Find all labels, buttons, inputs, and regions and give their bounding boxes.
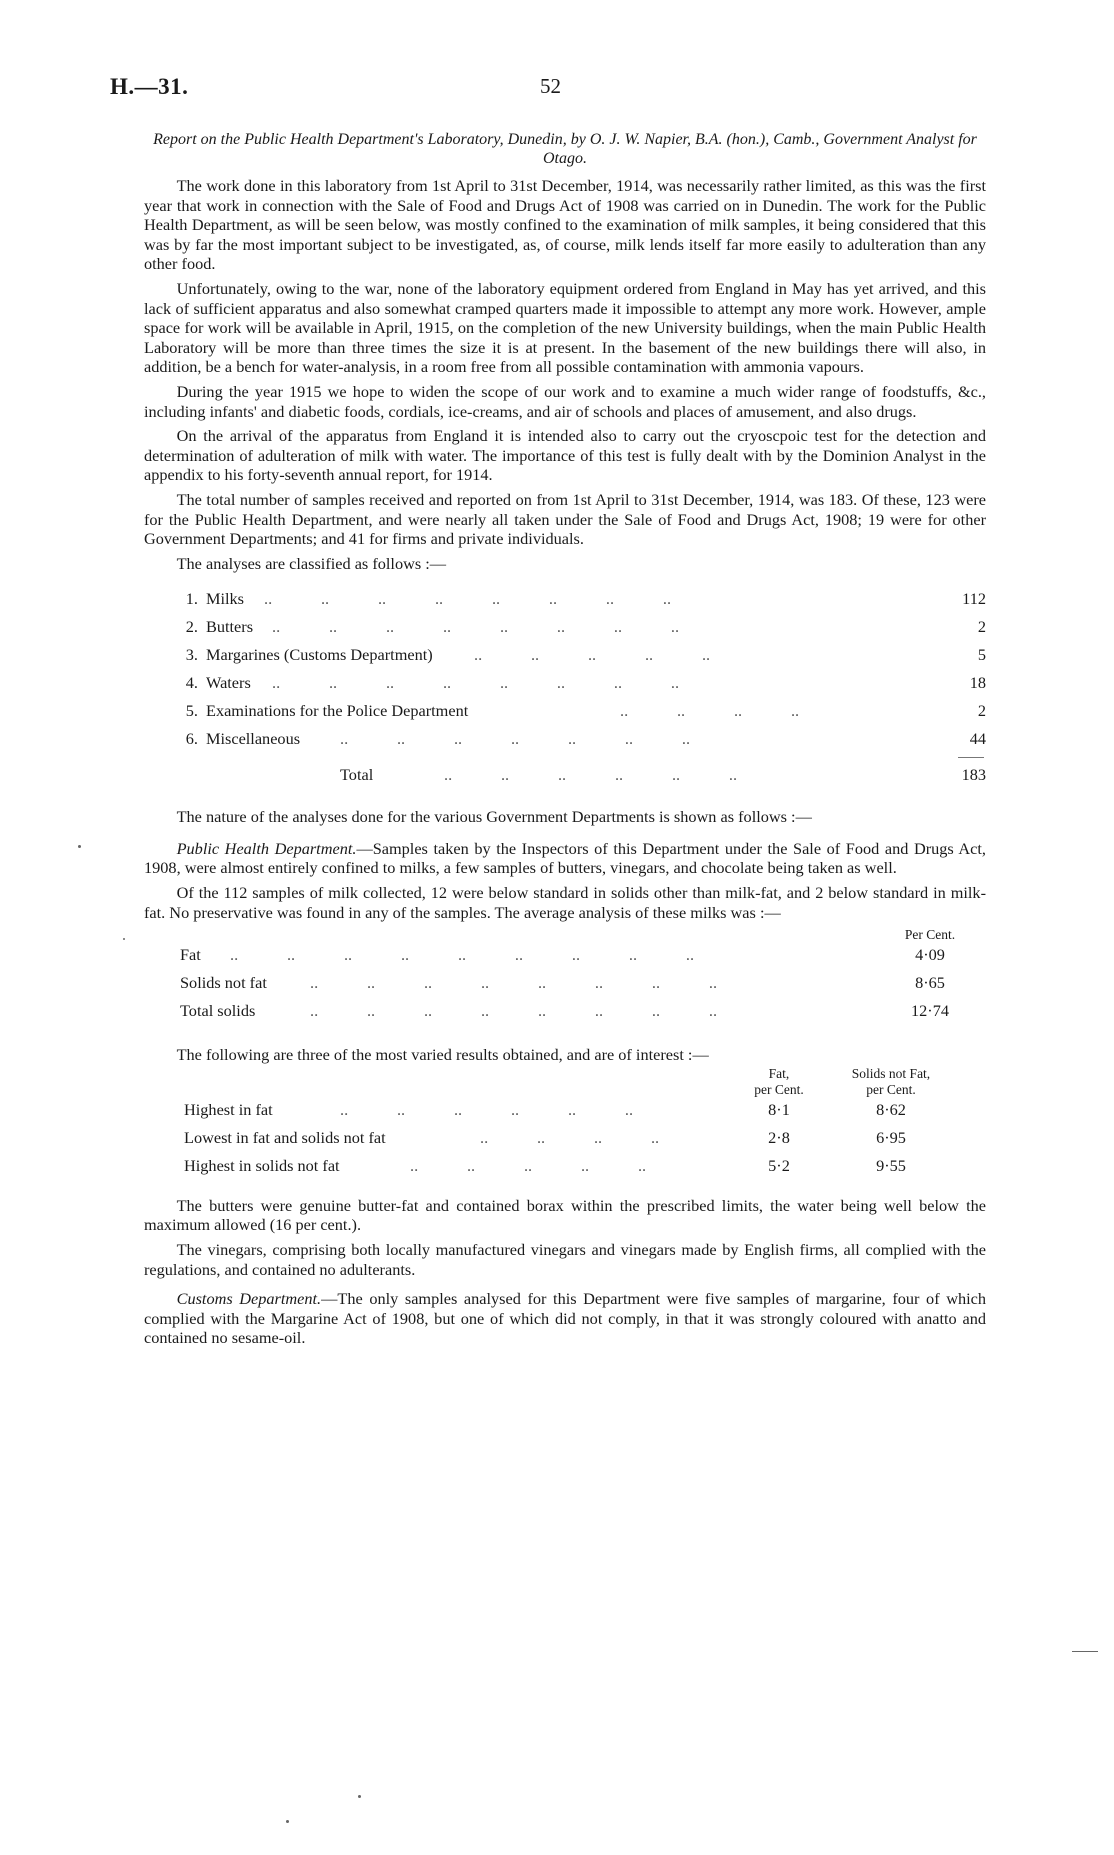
row-value: 12·74 — [911, 1001, 949, 1021]
paragraph-vinegars: The vinegars, comprising both locally manufactured vinegars and vinegars made by English firms, all complied with the regulations, and contained no adulterants. — [144, 1240, 986, 1279]
table-row: Highest in fat .. .. .. .. .. .. 8·1 8·62 — [144, 1100, 986, 1128]
paragraph-nature-intro: The nature of the analyses done for the various Government Departments is shown as follows :— — [176, 807, 812, 827]
page-number: 52 — [540, 74, 561, 98]
paragraph-sample-totals: The total number of samples received and reported on from 1st April to 31st December, 1914, was 183. Of these, 123 were for the Public Health Department, and were nearly all taken under the Sale of Food and Drugs Act, 1908; 19 were for other Government Departments; and 41 for firms and private individuals. — [144, 489, 986, 549]
scan-speck — [123, 938, 125, 940]
total-rule — [958, 757, 984, 758]
row-label: Examinations for the Police Department — [206, 701, 469, 721]
table-row: 6. Miscellaneous .. .. .. .. .. .. .. 44 — [144, 729, 986, 757]
row-value: 2 — [977, 617, 986, 637]
table-row: Highest in solids not fat .. .. .. .. .. 5·2 9·55 — [144, 1156, 986, 1184]
document-code: H.—31. — [110, 74, 189, 99]
row-value: 112 — [962, 589, 986, 609]
scan-speck — [358, 1795, 361, 1798]
paragraph-milk-samples: Of the 112 samples of milk collected, 12 were below standard in solids other than milk-fat, and 2 below standard in milk-fat. No preservative was found in any of the samples. The average analysis of these milks was :— — [144, 883, 986, 922]
table-row: Fat .. .. .. .. .. .. .. .. .. 4·09 — [144, 945, 986, 973]
row-value: 5 — [977, 645, 986, 665]
table-row: Lowest in fat and solids not fat .. .. .. .. 2·8 6·95 — [144, 1128, 986, 1156]
milk-average-table — [144, 927, 986, 1027]
fat-value: 2·8 — [768, 1127, 790, 1147]
row-label: Highest in fat — [184, 1099, 273, 1119]
column-header-solids-not-fat: Solids not Fat, per Cent. — [851, 1065, 931, 1097]
table-row: 1. Milks .. .. .. .. .. .. .. .. 112 — [144, 589, 986, 617]
total-value: 183 — [961, 765, 986, 785]
row-number: 3. — [185, 645, 198, 665]
row-label: Solids not fat — [180, 973, 267, 993]
row-number: 5. — [185, 701, 198, 721]
table-row: 4. Waters .. .. .. .. .. .. .. .. 18 — [144, 673, 986, 701]
paragraph-equipment: Unfortunately, owing to the war, none of the laboratory equipment ordered from England in May has yet arrived, and this lack of sufficient apparatus and also somewhat cramped quarters made it impossible to attempt any more work. However, ample space for work will be available in April, 1915, on the completion of the new University buildings, when the main Public Health Laboratory will be more than three times the size it is at present. In the basement of the new buildings there will also, in addition, be a bench for water-analysis, in a room free from all possible contamination with ammonia vapours. — [144, 278, 986, 377]
paragraph-cryoscopic-test: On the arrival of the apparatus from England it is intended also to carry out the cryoscpoic test for the detection and determination of adulteration of milk with water. The importance of this test is fully dealt with by the Dominion Analyst in the appendix to his forty-seventh annual report, for 1914. — [144, 426, 986, 485]
paragraph-varied-intro: The following are three of the most varied results obtained, and are of interest :— — [176, 1045, 709, 1065]
table-row: Solids not fat .. .. .. .. .. .. .. .. 8·65 — [144, 973, 986, 1001]
paragraph-butters: The butters were genuine butter-fat and contained borax within the prescribed limits, the water being well below the maximum allowed (16 per cent.). — [144, 1195, 986, 1235]
solids-not-fat-value: 8·62 — [876, 1099, 906, 1119]
paragraph-public-health-body: —Samples taken by the Inspectors of this Department under the Sale of Food and Drugs Act, 1908, were almost entirely confined to milks, a few samples of butters, vinegars, and chocolate being taken as well. — [144, 838, 987, 878]
table-row: 3. Margarines (Customs Department) .. .. .. .. .. 5 — [144, 645, 986, 673]
row-number: 1. — [185, 589, 198, 609]
varied-results-table — [144, 1065, 986, 1182]
row-label: Waters — [206, 673, 251, 693]
section-heading-customs: Customs Department. — [176, 1289, 322, 1309]
paragraph-classified-intro: The analyses are classified as follows :— — [176, 553, 447, 573]
row-label: Total solids — [180, 1001, 256, 1021]
row-label: Lowest in fat and solids not fat — [184, 1127, 386, 1147]
row-value: 18 — [969, 673, 986, 693]
scan-speck — [1072, 1651, 1098, 1652]
scan-speck — [78, 845, 81, 848]
report-body — [144, 130, 986, 1353]
table-row: 5. Examinations for the Police Department .. .. .. .. 2 — [144, 701, 986, 729]
total-label: Total — [340, 765, 374, 785]
row-number: 6. — [185, 729, 198, 749]
total-row: Total .. .. .. .. .. .. 183 — [144, 757, 986, 791]
table-row: Total solids .. .. .. .. .. .. .. .. 12·74 — [144, 1001, 986, 1029]
paragraph-customs-body: —The only samples analysed for this Department were five samples of margarine, four of which complied with the Margarine Act of 1908, but one of which did not comply, in that it was strongly coloured with anatto and contained no sesame-oil. — [144, 1289, 987, 1348]
paragraph-work-done: The work done in this laboratory from 1st April to 31st December, 1914, was necessarily rather limited, as this was the first year that work in connection with the Sale of Food and Drugs Act of 1908 was carried on in Dunedin. The work for the Public Health Department, as will be seen below, was mostly confined to the examination of milk samples, it being considered that this was by far the most important subject to be investigated, as, of course, milk lends itself far more easily to adulteration than any other food. — [144, 176, 986, 274]
solids-not-fat-value: 9·55 — [876, 1155, 906, 1175]
table-row: 2. Butters .. .. .. .. .. .. .. .. 2 — [144, 617, 986, 645]
row-label: Margarines (Customs Department) — [206, 645, 433, 665]
row-number: 2. — [185, 617, 198, 637]
row-label: Fat — [180, 945, 201, 965]
fat-value: 5·2 — [768, 1155, 790, 1175]
row-number: 4. — [185, 673, 198, 693]
section-heading-public-health: Public Health Department. — [176, 838, 357, 858]
column-header-per-cent: Per Cent. — [904, 927, 956, 943]
solids-not-fat-value: 6·95 — [876, 1127, 906, 1147]
row-label: Miscellaneous — [206, 729, 301, 749]
row-label: Milks — [206, 589, 245, 609]
row-value: 44 — [969, 729, 986, 749]
row-label: Butters — [206, 617, 254, 637]
scan-speck — [286, 1820, 289, 1823]
row-value: 2 — [977, 701, 986, 721]
row-label: Highest in solids not fat — [184, 1155, 340, 1175]
row-value: 8·65 — [915, 973, 945, 993]
fat-value: 8·1 — [768, 1099, 790, 1119]
paragraph-public-health — [144, 839, 986, 878]
classification-table — [144, 589, 986, 791]
report-title: Report on the Public Health Department's Laboratory, Dunedin, by O. J. W. Napier, B.A. (hon.), Camb., Government Analyst for Otago. — [153, 131, 977, 167]
paragraph-customs — [144, 1289, 986, 1348]
row-value: 4·09 — [915, 945, 945, 965]
paragraph-scope-1915: During the year 1915 we hope to widen the scope of our work and to examine a much wider range of foodstuffs, &c., including infants' and diabetic foods, cordials, ice-creams, and air of schools and places of amusement, and also drugs. — [144, 381, 986, 421]
column-header-fat: Fat, per Cent. — [754, 1065, 804, 1097]
